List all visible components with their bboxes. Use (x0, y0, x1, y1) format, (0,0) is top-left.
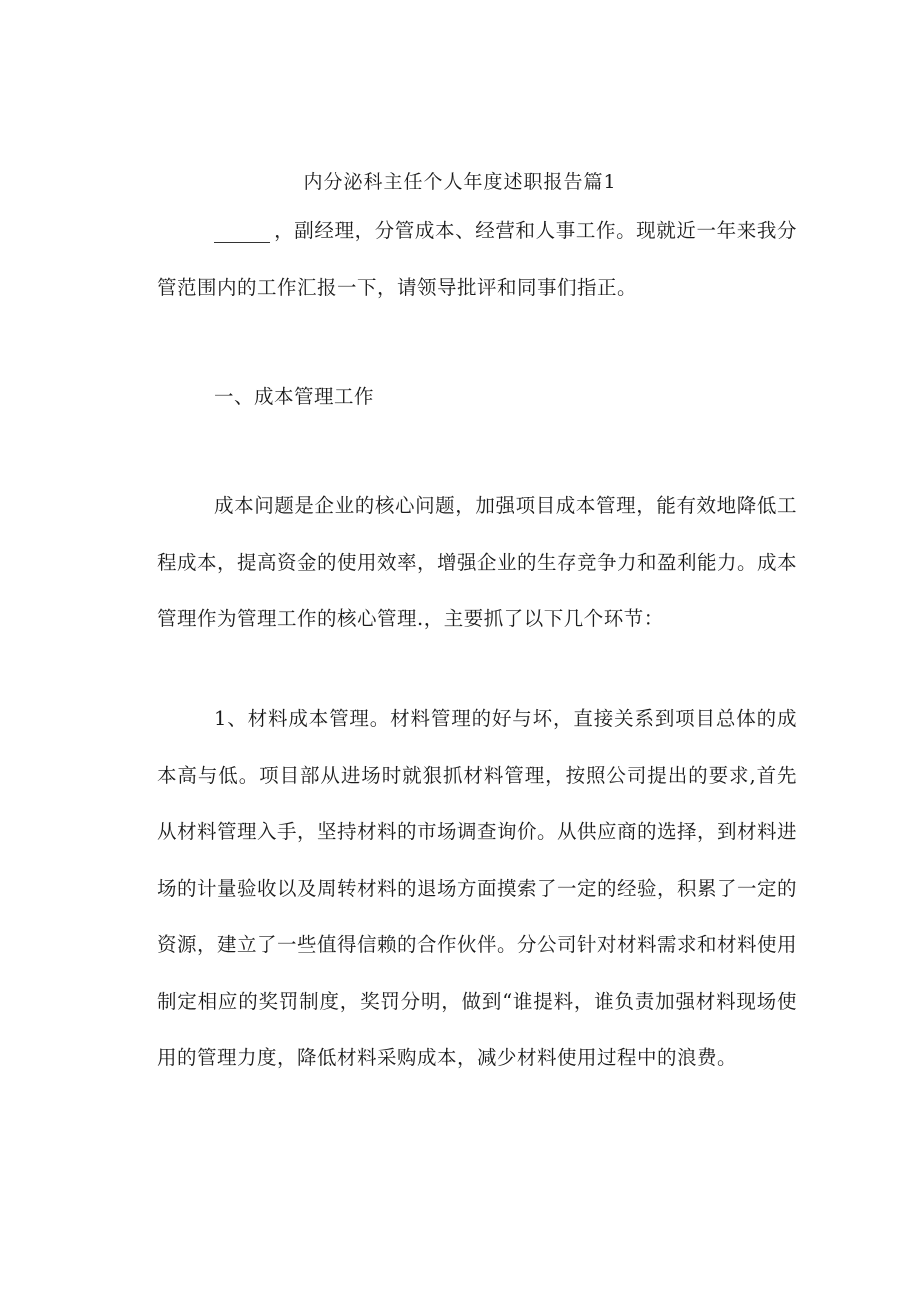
section-heading-cost-management: 一、成本管理工作 (214, 385, 375, 408)
item-paragraph-material-cost: 1、材料成本管理。材料管理的好与坏，直接关系到项目总体的成本高与低。项目部从进场时就狠抓材料管理，按照公司提出的要求,首先从材料管理入手，坚持材料的市场调查询价。从供应商的选择，到材料进场的计量验收以及周转材料的退场方面摸索了一定的经验，积累了一定的资源，建立了一些值得信赖的合作伙伴。分公司针对材料需求和材料使用制定相应的奖罚制度，奖罚分明，做到“谁提料，谁负责加强材料现场使用的管理力度，降低材料采购成本，减少材料使用过程中的浪费。 (157, 707, 798, 1069)
name-blank-line (214, 222, 270, 243)
document-title: 内分泌科主任个人年度述职报告篇1 (303, 171, 617, 193)
intro-text: ，副经理，分管成本、经营和人事工作。现就近一年来我分管范围内的工作汇报一下，请领导批评和同事们指正。 (157, 219, 797, 299)
section-paragraph-cost: 成本问题是企业的核心问题，加强项目成本管理，能有效地降低工程成本，提高资金的使用效率，增强企业的生存竞争力和盈利能力。成本管理作为管理工作的核心管理.，主要抓了以下几个环节： (157, 494, 798, 630)
intro-paragraph (157, 203, 797, 316)
